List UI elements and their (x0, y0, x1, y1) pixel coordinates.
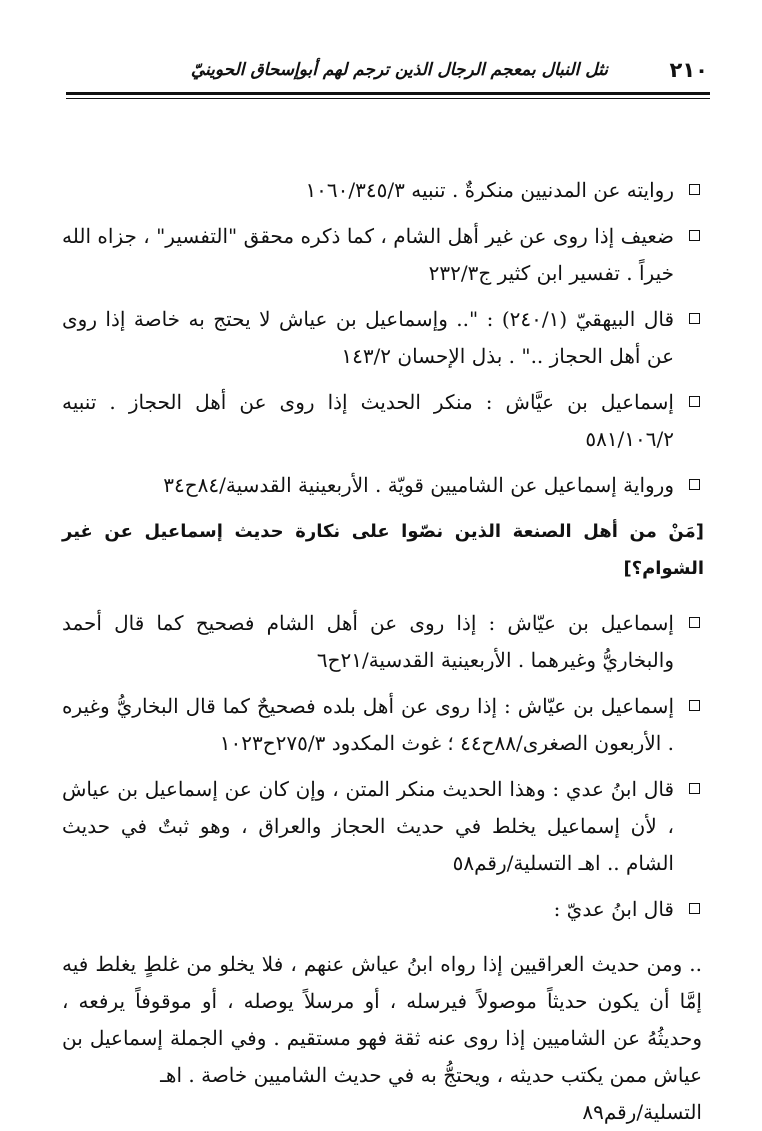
entry-text: إسماعيل بن عيّاش : إذا روى عن أهل بلده فصحيحٌ كما قال البخاريُّ وغيره . الأربعون الصغرى/٨٨ح٤٤ ؛ غوث المكدود ٢٧٥/٣ح١٠٢٣ (62, 694, 674, 755)
list-item (62, 688, 704, 762)
quote-reference: التسلية/رقم٨٩ (582, 1100, 702, 1124)
list-item (62, 384, 704, 458)
entry-text: ورواية إسماعيل عن الشاميين قويّة . الأربعينية القدسية/٨٤ح٣٤ (163, 473, 674, 497)
checkbox-bullet-icon (689, 903, 700, 914)
entry-text: ضعيف إذا روى عن غير أهل الشام ، كما ذكره محقق "التفسير" ، جزاه الله خيراً . تفسير ابن كثير ج٢٣٢/٣ (62, 224, 674, 285)
checkbox-bullet-icon (689, 479, 700, 490)
page-header (68, 52, 708, 92)
entry-text: قال ابنُ عديّ : (553, 897, 674, 921)
running-title: نثل النبال بمعجم الرجال الذين ترجم لهم أبوإسحاق الحوينيّ (190, 60, 608, 80)
list-item (62, 172, 704, 209)
list-item (62, 605, 704, 679)
checkbox-bullet-icon (689, 783, 700, 794)
page-content (62, 172, 704, 1131)
checkbox-bullet-icon (689, 184, 700, 195)
checkbox-bullet-icon (689, 230, 700, 241)
entry-text: قال ابنُ عدي : وهذا الحديث منكر المتن ، وإن كان عن إسماعيل بن عياش ، لأن إسماعيل يخلط في حديث الحجاز والعراق ، وهو ثبتٌ في حديث الشام .. اهـ التسلية/رقم٥٨ (62, 777, 674, 875)
entry-text: روايته عن المدنيين منكرةٌ . تنبيه ١٠٦٠/٣٤٥/٣ (305, 178, 674, 202)
block-quote (62, 946, 704, 1131)
entry-text: إسماعيل بن عيَّاش : منكر الحديث إذا روى عن أهل الحجاز . تنبيه ٥٨١/١٠٦/٢ (62, 390, 674, 451)
checkbox-bullet-icon (689, 700, 700, 711)
page-number: ٢١٠ (669, 58, 708, 82)
list-item (62, 467, 704, 504)
header-rule-thick (66, 92, 710, 95)
checkbox-bullet-icon (689, 313, 700, 324)
section-question-heading: [مَنْ من أهل الصنعة الذين نصّوا على نكارة حديث إسماعيل عن غير الشوام؟] (62, 521, 704, 579)
entry-text: قال البيهقيّ (٢٤٠/١) : ".. وإسماعيل بن عياش لا يحتج به خاصة إذا روى عن أهل الحجاز .." . بذل الإحسان ١٤٣/٢ (62, 307, 675, 368)
checkbox-bullet-icon (689, 396, 700, 407)
list-item (62, 771, 704, 882)
list-item (62, 218, 704, 292)
quote-text: .. ومن حديث العراقيين إذا رواه ابنُ عياش عنهم ، فلا يخلو من غلطٍ يغلط فيه إمَّا أن يكون حديثاً موصولاً فيرسله ، أو مرسلاً يوصله ، أو موقوفاً يرفعه ، وحديثُهُ عن الشاميين إذا روى عنه ثقة فهو مستقيم . وفي الجملة إسماعيل بن عياش ممن يكتب حديثه ، ويحتجُّ به في حديث الشاميين خاصة . اهـ (62, 952, 702, 1087)
checkbox-bullet-icon (689, 617, 700, 628)
header-rule-thin (66, 98, 710, 99)
list-item (62, 891, 704, 928)
list-item (62, 301, 704, 375)
entry-text: إسماعيل بن عيّاش : إذا روى عن أهل الشام فصحيح كما قال أحمد والبخاريُّ وغيرهما . الأربعينية القدسية/٢١ح٦ (62, 611, 674, 672)
